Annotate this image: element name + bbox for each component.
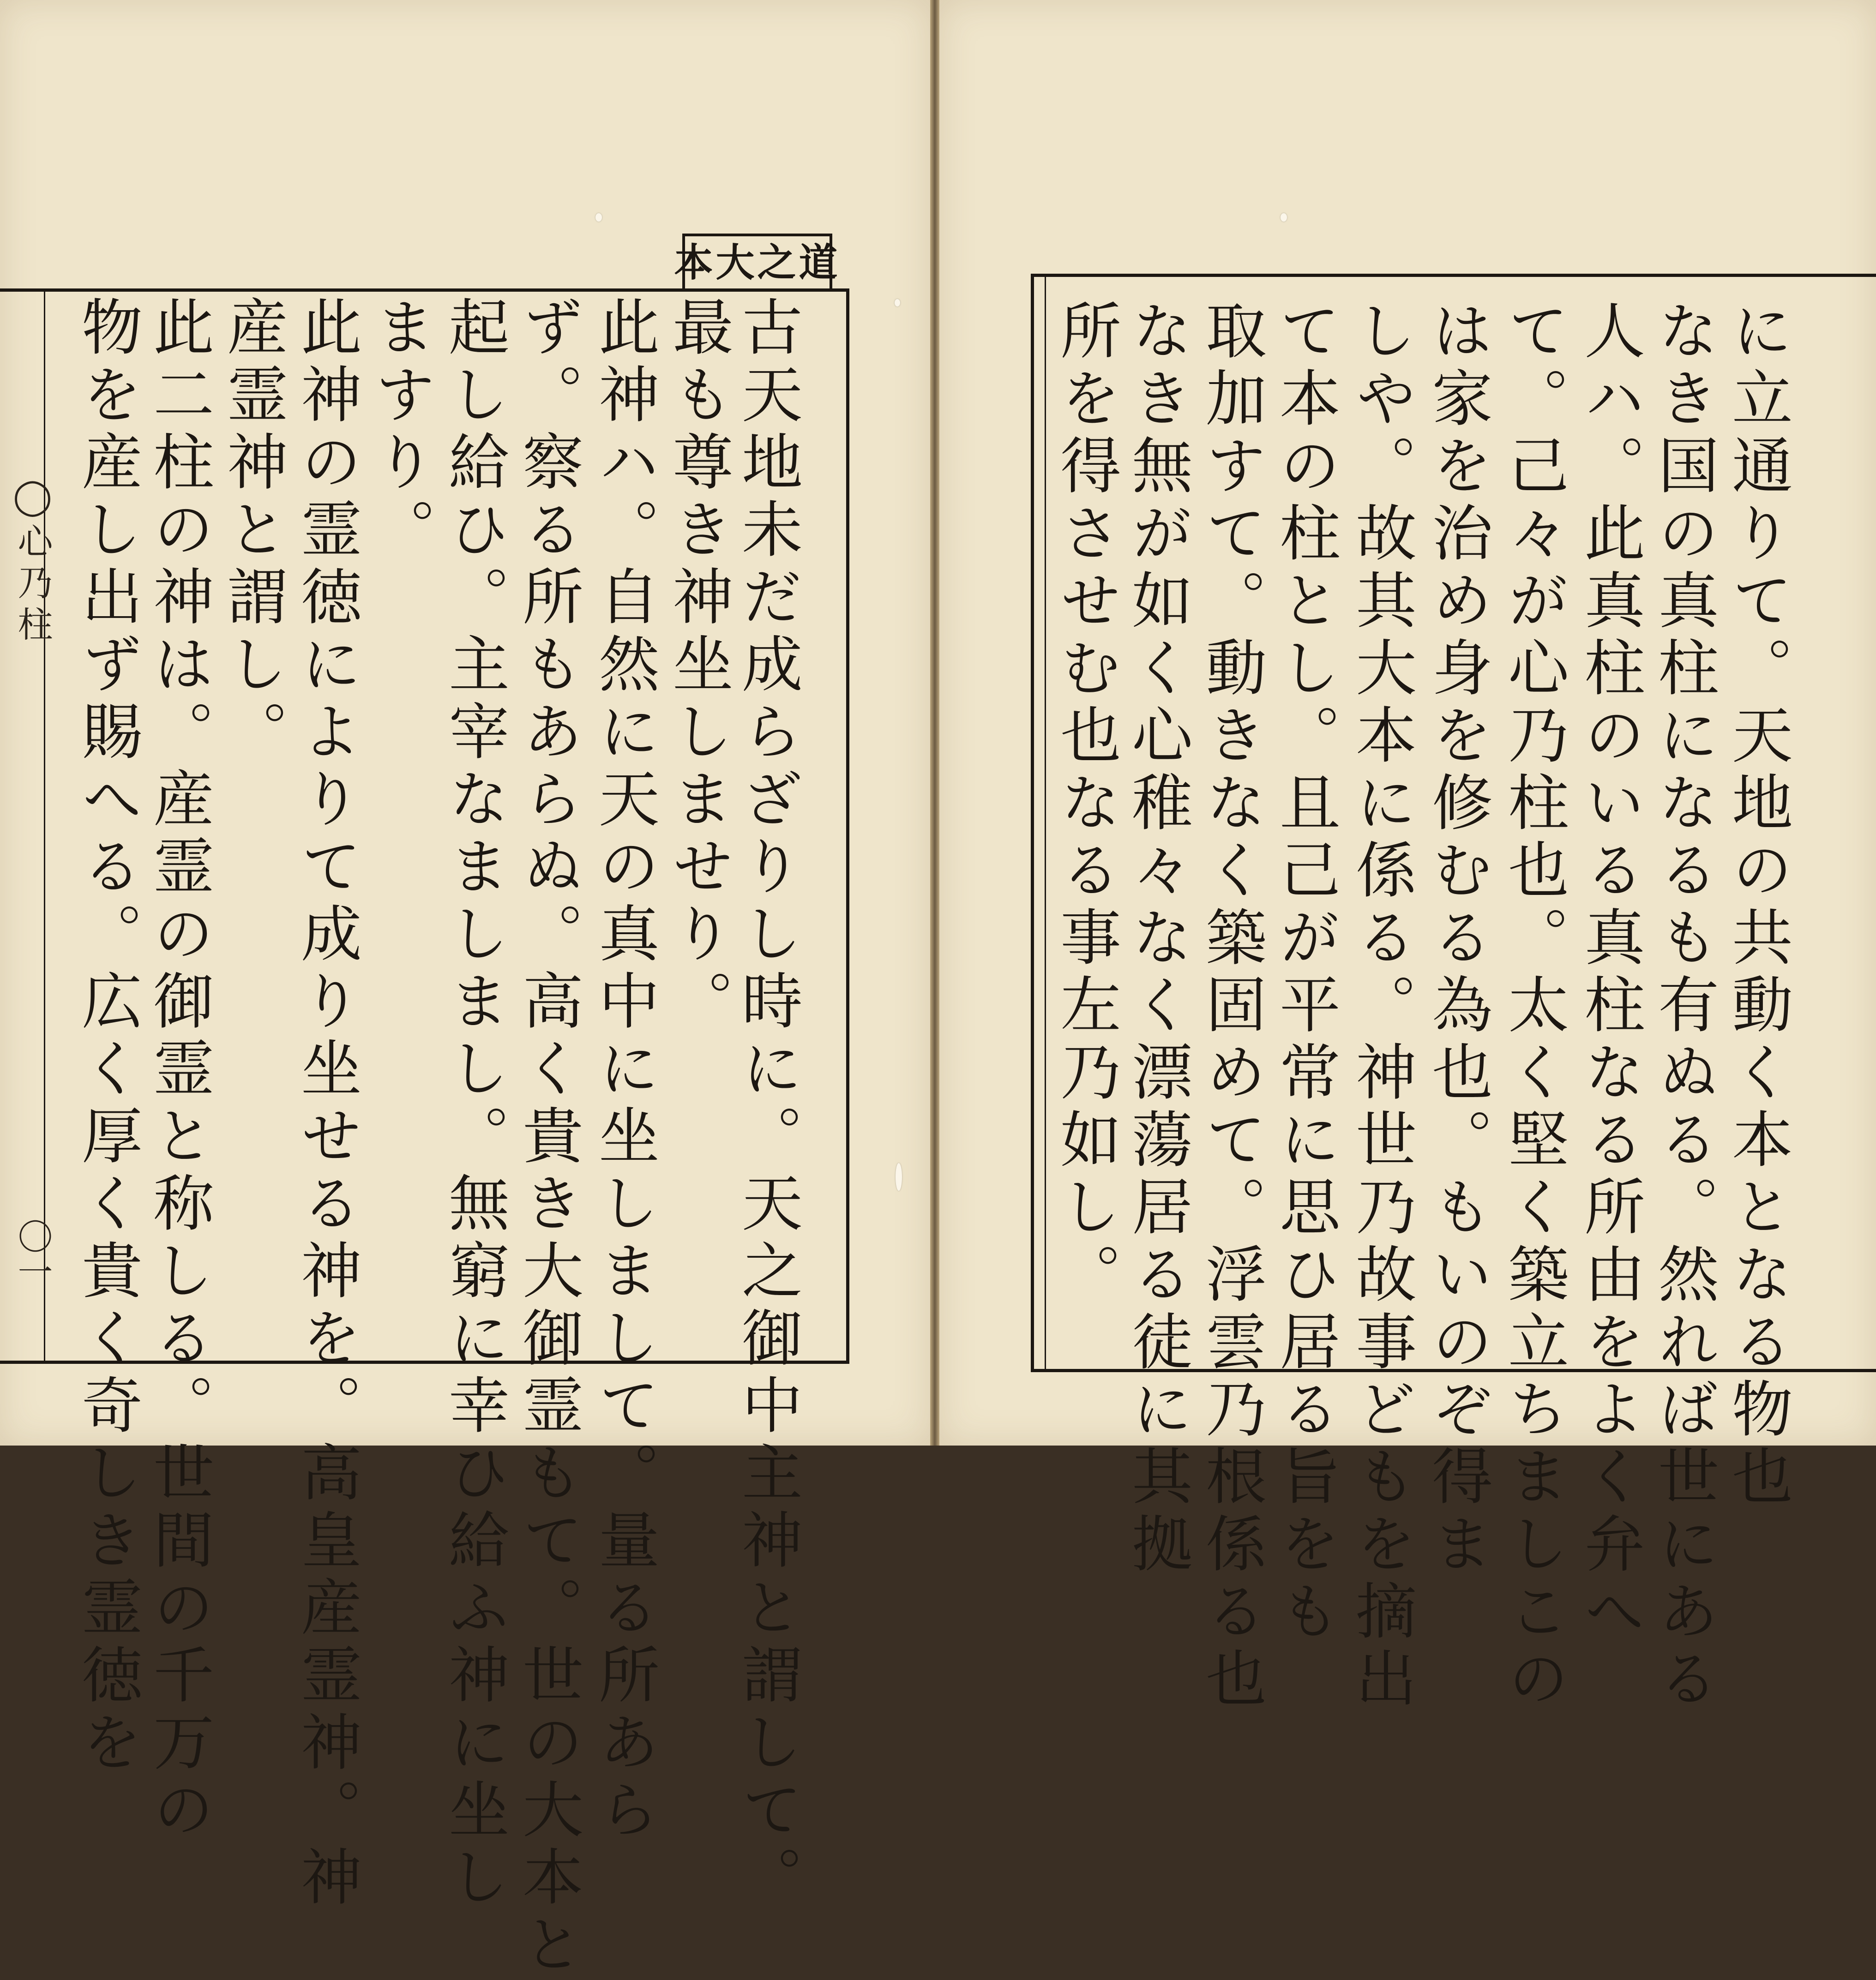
text-column: 物を産し出ず賜へる。広く厚く貴く奇しき霊徳を xyxy=(71,295,142,1778)
text-column: 此神の霊徳によりて成り坐せる神を。高皇産霊神。神 xyxy=(290,295,361,1913)
heading-box xyxy=(674,234,841,288)
left-inner-rule xyxy=(44,292,45,1361)
text-column: 此神ハ。自然に天の真中に坐しまして。量る所あら xyxy=(588,295,659,1845)
text-column: ず。察る所もあらぬ。高く貴き大御霊もて。世の大本と xyxy=(512,295,583,1980)
text-column: 人ハ。此真柱のいる真柱なる所由をよく弁へ xyxy=(1574,299,1645,1647)
book-gutter xyxy=(930,0,939,1446)
chapter-heading: 本大之道 xyxy=(674,239,841,285)
text-column: 古天地未だ成らざりし時に。天之御中主神と謂して。 xyxy=(731,295,802,1913)
side-label: ◯心乃柱 xyxy=(12,475,53,648)
text-column: て本の柱とし。且己が平常に思ひ居る旨をも xyxy=(1269,299,1340,1647)
text-column: しや。故其大本に係る。神世乃故事どもを摘出 xyxy=(1345,299,1416,1714)
paper-hole xyxy=(595,213,602,222)
page-number: 〇一 xyxy=(12,1218,53,1289)
text-column: て。己々が心乃柱也。太く堅く築立ちましこの xyxy=(1497,299,1569,1714)
text-column: なき無が如く心稚々なく漂蕩居る徒に其拠 xyxy=(1121,299,1192,1579)
paper-hole xyxy=(1281,213,1287,222)
text-column: は家を治め身を修むる為也。もいのぞ得ま xyxy=(1421,299,1492,1579)
right-inner-rule xyxy=(1045,277,1046,1369)
text-column: 起し給ひ。主宰なましまし。無窮に幸ひ給ふ神に坐し xyxy=(438,295,509,1913)
paper-hole xyxy=(895,299,900,306)
paper-hole xyxy=(896,1163,902,1191)
text-column: 所を得させむ也なる事左乃如し。 xyxy=(1050,299,1121,1310)
text-column: ますり。 xyxy=(364,295,435,565)
text-column: に立通りて。天地の共動く本となる物也 xyxy=(1721,299,1792,1512)
text-column: 最も尊き神坐しませり。 xyxy=(662,295,733,1037)
text-column: 此二柱の神は。産霊の御霊と称しる。世間の千万の xyxy=(143,295,214,1845)
text-column: 産霊神と謂し。 xyxy=(216,295,288,767)
text-column: なき国の真柱になるも有ぬる。然れば世にある xyxy=(1648,299,1719,1714)
text-column: 取加すて。動きなく築固めて。浮雲乃根係る也 xyxy=(1195,299,1266,1714)
